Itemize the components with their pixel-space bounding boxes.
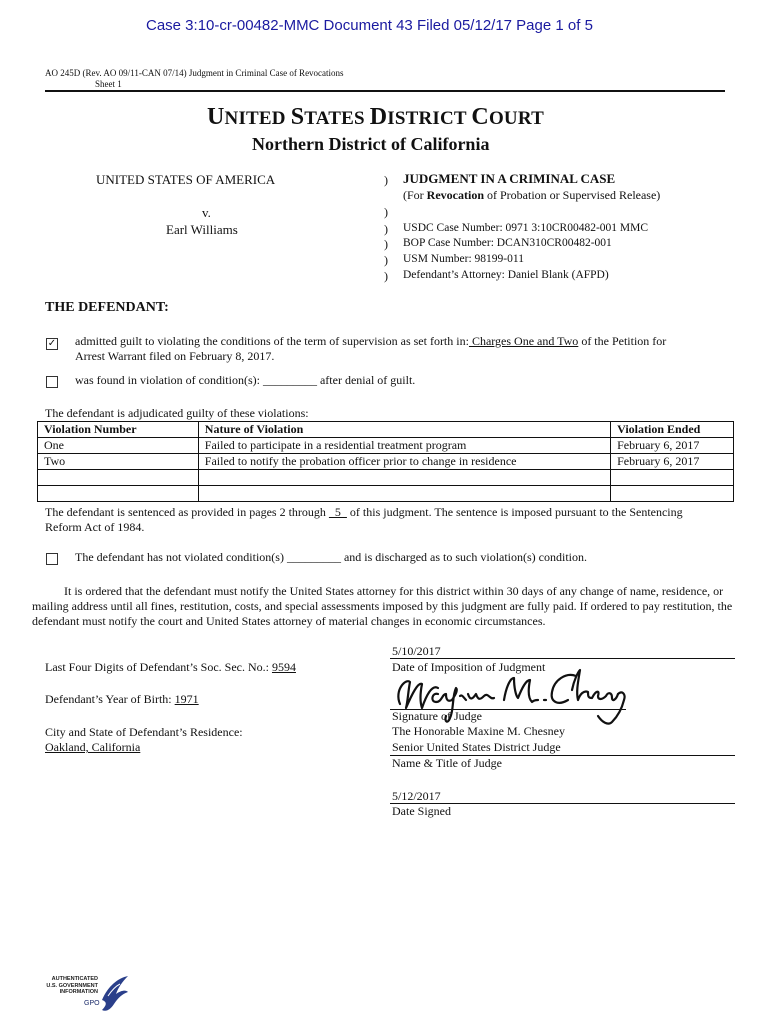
column-header: Violation Ended [611, 422, 734, 438]
usm-number: USM Number: 98199-011 [403, 253, 524, 265]
court-district: Northern District of California [252, 134, 490, 154]
not-violated-checkbox[interactable] [46, 553, 58, 565]
column-header: Nature of Violation [198, 422, 610, 438]
not-violated-text: The defendant has not violated condition(s) _________ and is discharged as to such violation(s) condition. [75, 550, 588, 564]
versus: v. [202, 205, 211, 220]
judge-title: Senior United States District Judge [392, 740, 561, 754]
judgment-title: JUDGMENT IN A CRIMINAL CASE [403, 171, 616, 186]
sentence-text-line2: Reform Act of 1984. [45, 520, 145, 534]
table-cell [198, 470, 610, 486]
table-cell [38, 486, 199, 502]
name-title-label: Name & Title of Judge [392, 756, 502, 770]
birth-year-line: Defendant’s Year of Birth: 1971 [45, 692, 199, 706]
imposition-date: 5/10/2017 [392, 644, 441, 658]
table-cell: Failed to participate in a residential treatment program [198, 438, 610, 454]
table-cell: February 6, 2017 [611, 438, 734, 454]
form-number: AO 245D (Rev. AO 09/11-CAN 07/14) Judgment in Criminal Case of Revocations [45, 68, 344, 78]
found-in-violation-checkbox[interactable] [46, 376, 58, 388]
usdc-case-number: USDC Case Number: 0971 3:10CR00482-001 MMC [403, 222, 649, 234]
table-cell [38, 470, 199, 486]
signature-label: Signature of Judge [392, 709, 482, 723]
ecf-filing-stamp: Case 3:10-cr-00482-MMC Document 43 Filed 05/12/17 Page 1 of 5 [146, 17, 593, 34]
admitted-guilt-checkbox[interactable] [46, 338, 58, 350]
table-header-row [38, 422, 734, 438]
eagle-icon [94, 972, 130, 1014]
bop-case-number: BOP Case Number: DCAN310CR00482-001 [403, 237, 612, 249]
residence-label: City and State of Defendant’s Residence: [45, 725, 243, 739]
imposition-date-rule [390, 658, 735, 659]
date-signed-label: Date Signed [392, 804, 451, 818]
table-cell: Failed to notify the probation officer prior to change in residence [198, 454, 610, 470]
court-name: UNITED STATES DISTRICT COURT [207, 104, 544, 130]
plaintiff-name: UNITED STATES OF AMERICA [96, 172, 276, 187]
date-signed: 5/12/2017 [392, 789, 441, 803]
sheet-number: Sheet 1 [95, 79, 122, 89]
table-cell [611, 470, 734, 486]
table-cell [198, 486, 610, 502]
found-in-violation-text: was found in violation of condition(s): _________ after denial of guilt. [75, 373, 416, 387]
table-row [38, 438, 734, 454]
defendant-attorney: Defendant’s Attorney: Daniel Blank (AFPD) [403, 269, 609, 281]
check-icon: ✓ [47, 338, 57, 349]
sentence-text: The defendant is sentenced as provided in pages 2 through 5 of this judgment. The sentence is imposed pursuant to the Sentencing [45, 505, 683, 519]
admitted-guilt-text-line2: Arrest Warrant filed on February 8, 2017. [75, 349, 275, 363]
defendant-name: Earl Williams [166, 222, 238, 237]
residence-value: Oakland, California [45, 740, 141, 754]
admitted-guilt-text: admitted guilt to violating the conditions of the term of supervision as set forth in: Charges One and Two of the Petition for [75, 334, 667, 348]
judgment-subtitle: (For Revocation of Probation or Supervised Release) [403, 188, 661, 202]
imposition-date-label: Date of Imposition of Judgment [392, 660, 546, 674]
table-cell: One [38, 438, 199, 454]
table-cell: February 6, 2017 [611, 454, 734, 470]
violations-intro: The defendant is adjudicated guilty of these violations: [45, 406, 309, 420]
gpo-authentication-seal: AUTHENTICATED U.S. GOVERNMENT INFORMATION GPO [42, 972, 132, 1014]
violations-table [37, 421, 734, 502]
defendant-section-heading: THE DEFENDANT: [45, 300, 169, 315]
table-row [38, 454, 734, 470]
table-cell: Two [38, 454, 199, 470]
header-rule [45, 90, 725, 92]
table-row [38, 470, 734, 486]
order-paragraph: It is ordered that the defendant must notify the United States attorney for this district within 30 days of any change of name, residence, or mailing address until all fines, restitution, costs, and special assessments imposed by this judgment are fully paid. If ordered to pay restitution, the defendant must notify the court and United States attorney of material changes in economic circumstances. [32, 584, 733, 628]
table-row [38, 486, 734, 502]
table-cell [611, 486, 734, 502]
ssn-line: Last Four Digits of Defendant’s Soc. Sec. No.: 9594 [45, 660, 296, 674]
column-header: Violation Number [38, 422, 199, 438]
judge-name: The Honorable Maxine M. Chesney [392, 724, 565, 738]
